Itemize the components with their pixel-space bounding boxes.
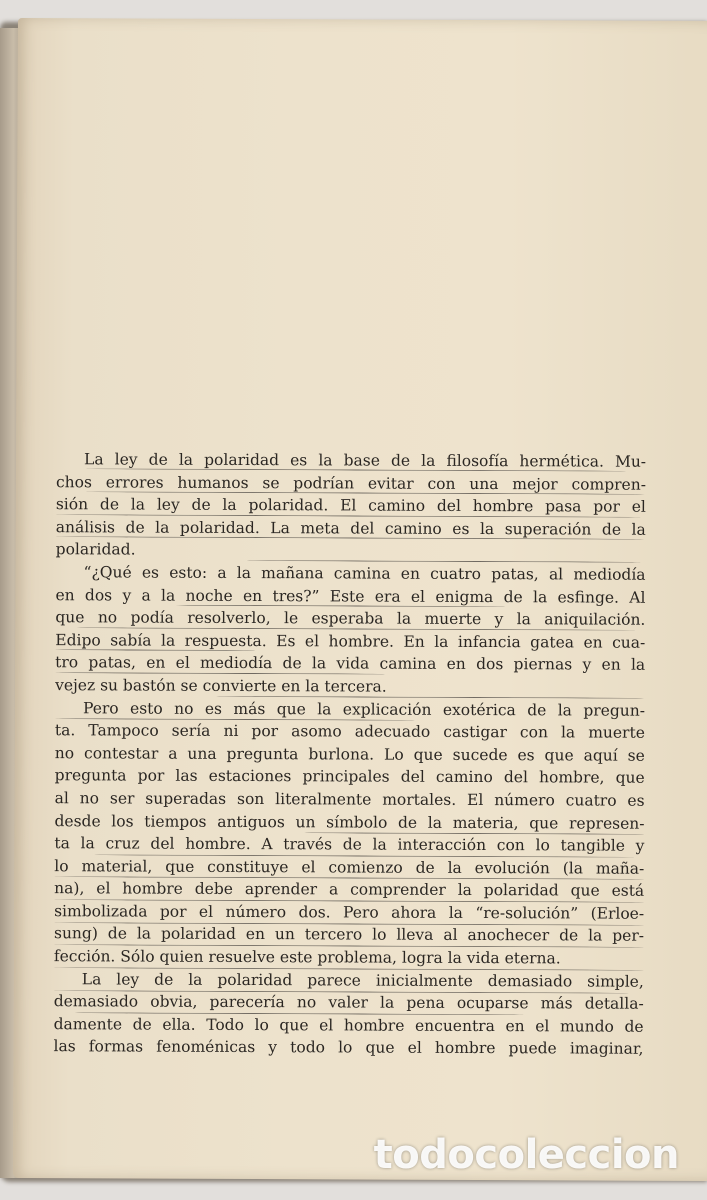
text-line: demasiado obvia, parecería no valer la pena ocuparse más detalla- bbox=[53, 992, 644, 1013]
text-line: ta. Tampoco sería ni por asomo adecuado castigar con la muerte bbox=[54, 721, 645, 742]
text-line: vejez su bastón se convierte en la tercera. bbox=[55, 676, 387, 696]
page-text bbox=[53, 448, 646, 1061]
text-line: Edipo sabía la respuesta. Es el hombre. En la infancia gatea en cua- bbox=[55, 630, 646, 652]
text-line: análisis de la polaridad. La meta del camino es la superación de la bbox=[55, 517, 646, 539]
text-line: La ley de la polaridad es la base de la filosofía hermética. Mu- bbox=[84, 450, 647, 471]
text-line: simbolizada por el número dos. Pero ahora la “re-solución” (Erloe- bbox=[54, 902, 645, 923]
book-page bbox=[13, 18, 707, 1181]
text-line: chos errores humanos se podrían evitar con una mejor compren- bbox=[55, 472, 647, 494]
text-line: polaridad. bbox=[55, 540, 136, 559]
text-line: La ley de la polaridad parece inicialmente demasiado simple, bbox=[81, 969, 644, 991]
text-line: sión de la ley de la polaridad. El camino del hombre pasa por el bbox=[55, 495, 646, 516]
text-line: tro patas, en el mediodía de la vida camina en dos piernas y en la bbox=[55, 653, 646, 675]
paragraph-1 bbox=[56, 448, 646, 564]
text-line: Pero esto no es más que la explicación exotérica de la pregun- bbox=[82, 698, 646, 720]
text-line: lo material, que constituye el comienzo de la evolución (la maña- bbox=[54, 856, 645, 878]
text-line: al no ser superadas son literalmente mortales. El número cuatro es bbox=[54, 789, 645, 810]
text-line: las formas fenoménicas y todo lo que el hombre puede imaginar, bbox=[53, 1037, 644, 1059]
text-line: ta la cruz del hombre. A través de la interacción con lo tangible y bbox=[54, 834, 645, 855]
text-line: desde los tiempos antiguos un símbolo de la materia, que represen- bbox=[54, 811, 645, 833]
text-line: fección. Sólo quien resuelve este problema, logra la vida eterna. bbox=[53, 947, 561, 968]
text-line: en dos y a la noche en tres?” Este era el enigma de la esfinge. Al bbox=[55, 585, 646, 607]
text-line: na), el hombre debe aprender a comprender la polaridad que está bbox=[54, 879, 645, 901]
watermark-logo: todocoleccion bbox=[373, 1132, 679, 1178]
text-line: pregunta por las estaciones principales del camino del hombre, que bbox=[54, 766, 645, 788]
text-line: no contestar a una pregunta burlona. Lo que sucede es que aquí se bbox=[54, 743, 645, 765]
text-line: que no podía resolverlo, le esperaba la muerte y la aniquilación. bbox=[55, 608, 646, 629]
text-line: sung) de la polaridad en un tercero lo lleva al anochecer de la per- bbox=[53, 924, 645, 946]
text-line: damente de ella. Todo lo que el hombre encuentra en el mundo de bbox=[53, 1015, 644, 1036]
text-line: “¿Qué es esto: a la mañana camina en cuatro patas, al mediodía bbox=[83, 563, 646, 584]
